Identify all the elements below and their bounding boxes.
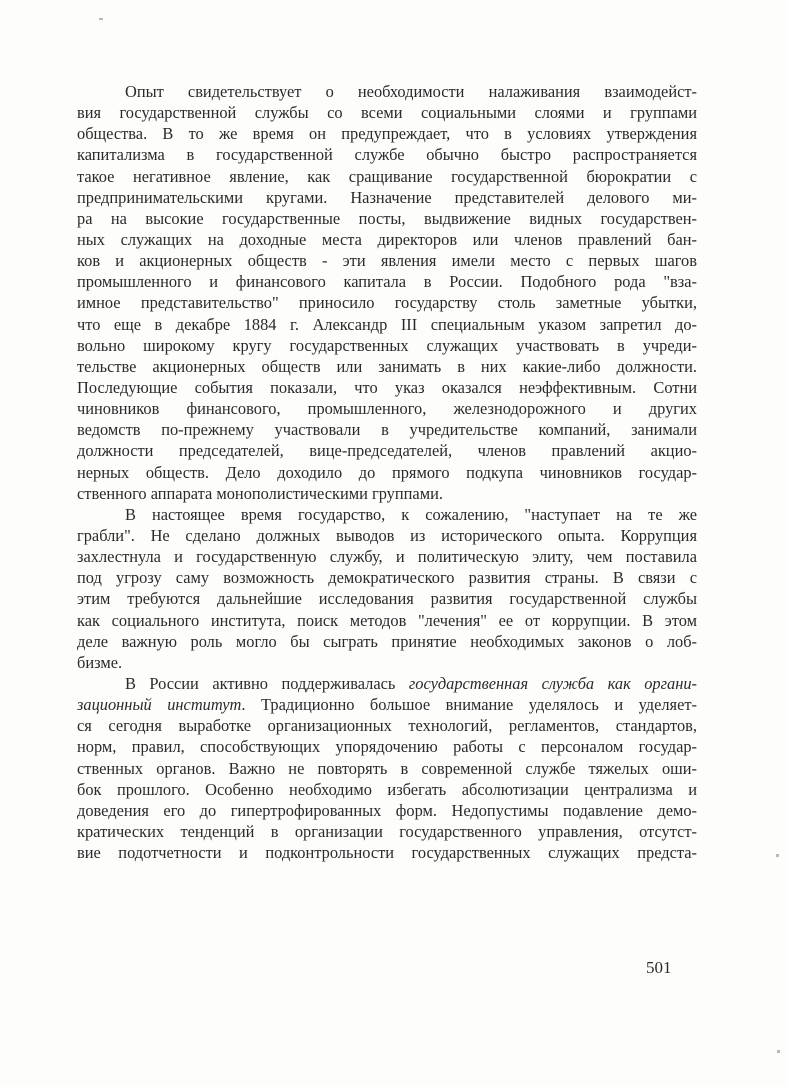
text-line: под угрозу саму возможность демократического развития страны. В связи с <box>77 568 697 588</box>
text-line: деле важную роль могло бы сыграть принятие необходимых законов о лоб- <box>77 631 697 651</box>
text-line: бок прошлого. Особенно необходимо избегать абсолютизации централизма и <box>77 779 697 799</box>
italic-term: государственная служба как органи- <box>408 673 697 693</box>
text-line: этим требуются дальнейшие исследования развития государственной службы <box>77 589 697 609</box>
text-line: ков и акционерных обществ - эти явления имели место с первых шагов <box>77 251 697 271</box>
text-line: предпринимательскими кругами. Назначение представителей делового ми- <box>77 187 697 207</box>
text-line: промышленного и финансового капитала в России. Подобного рода "вза- <box>77 272 697 292</box>
text-line: норм, правил, способствующих упорядочению работы с персоналом государ- <box>77 737 697 757</box>
text-line: вие подотчетности и подконтрольности государственных служащих предста- <box>77 843 697 863</box>
text-line: ся сегодня выработке организационных технологий, регламентов, стандартов, <box>77 716 697 736</box>
scan-speck <box>777 1050 780 1053</box>
text-line: вольно широкому кругу государственных служащих участвовать в учреди- <box>77 335 697 355</box>
text-line: должности председателей, вице-председателей, членов правлений акцио- <box>77 441 697 461</box>
text-line: Опыт свидетельствует о необходимости налаживания взаимодейст- <box>125 82 697 101</box>
text-segment: . Традиционно большое внимание уделялось и уделяет- <box>241 695 697 715</box>
text-line: ственного аппарата монополистическими группами. <box>77 483 443 503</box>
scan-speck <box>99 18 103 20</box>
text-line: как социального института, поиск методов "лечения" ее от коррупции. В этом <box>77 610 697 630</box>
text-line: такое негативное явление, как сращивание государственной бюрократии с <box>77 166 697 186</box>
italic-term: зационный институт <box>77 695 242 715</box>
text-line: грабли". Не сделано должных выводов из исторического опыта. Коррупция <box>77 525 697 545</box>
text-line: доведения его до гипертрофированных форм. Недопустимы подавление демо- <box>77 800 697 820</box>
text-line: чиновников финансового, промышленного, железнодорожного и других <box>77 399 697 419</box>
body-text <box>77 81 697 863</box>
text-line: бизме. <box>77 652 123 672</box>
text-line: ных служащих на доходные места директоров или членов правлений бан- <box>77 229 697 249</box>
page-number: 501 <box>646 958 672 977</box>
text-line: Последующие события показали, что указ оказался неэффективным. Сотни <box>77 377 697 397</box>
text-line: вия государственной службы со всеми социальными слоями и группами <box>77 103 697 123</box>
text-line: захлестнула и государственную службу, и политическую элиту, чем поставила <box>77 547 697 567</box>
text-line: В настоящее время государство, к сожалению, "наступает на те же <box>125 504 697 524</box>
text-line: кратических тенденций в организации государственного управления, отсутст- <box>77 821 697 841</box>
text-line: общества. В то же время он предупреждает, что в условиях утверждения <box>77 124 697 144</box>
text-line: нерных обществ. Дело доходило до прямого подкупа чиновников государ- <box>77 462 697 482</box>
text-line: имное представительство" приносило государству столь заметные убытки, <box>77 293 697 313</box>
text-line <box>77 694 697 715</box>
text-line: ственных органов. Важно не повторять в современной службе тяжелых оши- <box>77 758 697 778</box>
text-line: капитализма в государственной службе обычно быстро распространяется <box>77 145 697 165</box>
text-line <box>77 673 697 694</box>
text-line: ведомств по-прежнему участвовали в учредительстве компаний, занимали <box>77 420 697 440</box>
text-line: что еще в декабре 1884 г. Александр III специальным указом запретил до- <box>77 314 697 334</box>
text-line: ра на высокие государственные посты, выдвижение видных государствен- <box>77 208 697 228</box>
scan-speck <box>776 854 779 857</box>
text-line: тельстве акционерных обществ или занимать в них какие-либо должности. <box>77 356 697 376</box>
text-segment: В России активно поддерживалась <box>125 673 409 693</box>
